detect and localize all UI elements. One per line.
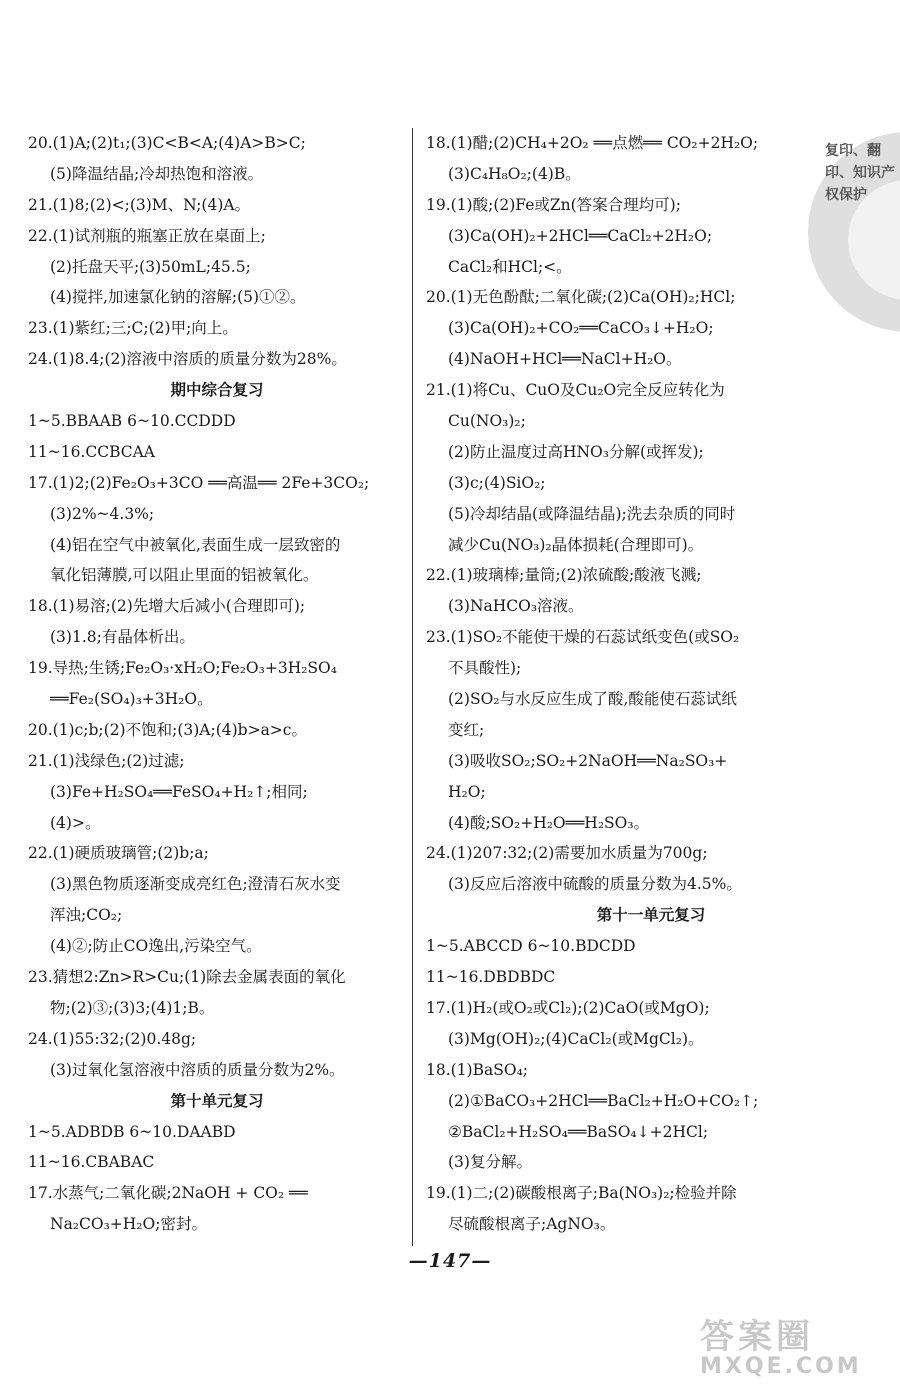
answer-line: (3)Ca(OH)₂+CO₂══CaCO₃↓+H₂O; [448, 319, 714, 338]
stamp-text: 复印、翻印、知识产权保护 [825, 143, 895, 203]
answer-line: 17.(1)H₂(或O₂或Cl₂);(2)CaO(或MgO); [426, 998, 710, 1017]
answer-line: 24.(1)207:32;(2)需要加水质量为700g; [426, 844, 708, 863]
answer-line: (3)NaHCO₃溶液。 [448, 597, 584, 616]
answer-line: (2)托盘天平;(3)50mL;45.5; [50, 257, 251, 276]
answer-line: 22.(1)试剂瓶的瓶塞正放在桌面上; [28, 226, 266, 245]
answer-line: 20.(1)c;b;(2)不饱和;(3)A;(4)b>a>c。 [28, 720, 307, 739]
answer-line: 19.(1)酸;(2)Fe或Zn(答案合理均可); [426, 195, 681, 214]
answer-line: 减少Cu(NO₃)₂晶体损耗(合理即可)。 [448, 535, 704, 554]
answer-line: H₂O; [448, 782, 486, 801]
answer-line: (4)②;防止CO逸出,污染空气。 [50, 937, 262, 956]
answer-line: 18.(1)易溶;(2)先增大后减小(合理即可); [28, 597, 306, 616]
answer-line: (2)①BaCO₃+2HCl══BaCl₂+H₂O+CO₂↑; [448, 1091, 759, 1110]
answer-line: 变红; [448, 720, 485, 739]
answer-line: Na₂CO₃+H₂O;密封。 [50, 1215, 207, 1234]
answer-line: 20.(1)A;(2)t₁;(3)C<B<A;(4)A>B>C; [28, 134, 306, 152]
answer-line: 23.(1)紫红;三;C;(2)甲;向上。 [28, 319, 238, 338]
right-answer-column [426, 128, 876, 1240]
column-divider [412, 128, 413, 1246]
answer-line: (2)SO₂与水反应生成了酸,酸能使石蕊试纸 [448, 690, 737, 709]
answer-line: (4)NaOH+HCl══NaCl+H₂O。 [448, 350, 682, 369]
answer-line: 23.猜想2:Zn>R>Cu;(1)除去金属表面的氧化 [28, 968, 346, 987]
answer-line: 22.(1)硬质玻璃管;(2)b;a; [28, 844, 209, 863]
answer-line: (5)降温结晶;冷却热饱和溶液。 [50, 164, 264, 183]
answer-line: 1~5.ABCCD 6~10.BDCDD [426, 937, 636, 956]
answer-line: (3)复分解。 [448, 1153, 532, 1172]
watermark-chinese: 答案圈 [700, 1317, 814, 1357]
answer-line: (3)C₄H₈O₂;(4)B。 [448, 164, 581, 183]
answer-line: 1~5.ADBDB 6~10.DAABD [28, 1122, 236, 1141]
section-heading: 第十单元复习 [170, 1090, 264, 1110]
answer-line: CaCl₂和HCl;<。 [448, 257, 572, 276]
answer-line: 氧化铝薄膜,可以阻止里面的铝被氧化。 [50, 566, 319, 585]
answer-line: (4)铝在空气中被氧化,表面生成一层致密的 [50, 535, 341, 554]
answer-line: 21.(1)8;(2)<;(3)M、N;(4)A。 [28, 195, 251, 214]
answer-line: 11~16.DBDBDC [426, 968, 556, 987]
answer-line: 1~5.BBAAB 6~10.CCDDD [28, 412, 236, 431]
answer-line: 不具酸性); [448, 659, 522, 678]
answer-line: 11~16.CCBCAA [28, 442, 156, 461]
answer-line: (3)Fe+H₂SO₄══FeSO₄+H₂↑;相同; [50, 782, 308, 801]
answer-line: 11~16.CBABAC [28, 1153, 155, 1172]
answer-line: 尽硫酸根离子;AgNO₃。 [448, 1215, 616, 1234]
answer-line: ══Fe₂(SO₄)₃+3H₂O。 [50, 690, 213, 709]
answer-line: 22.(1)玻璃棒;量筒;(2)浓硫酸;酸液飞溅; [426, 566, 702, 585]
answer-line: ②BaCl₂+H₂SO₄══BaSO₄↓+2HCl; [448, 1122, 709, 1141]
left-answer-column [28, 128, 406, 1240]
answer-line: (3)反应后溶液中硫酸的质量分数为4.5%。 [448, 875, 742, 894]
answer-line: (3)Ca(OH)₂+2HCl══CaCl₂+2H₂O; [448, 226, 713, 245]
page-number: —147— [408, 1250, 492, 1272]
answer-line: (3)吸收SO₂;SO₂+2NaOH══Na₂SO₃+ [448, 751, 728, 770]
watermark-logo [700, 1318, 895, 1378]
answer-line: 21.(1)将Cu、CuO及Cu₂O完全反应转化为 [426, 381, 725, 400]
answer-line: (3)Mg(OH)₂;(4)CaCl₂(或MgCl₂)。 [448, 1029, 704, 1048]
answer-line: (3)1.8;有晶体析出。 [50, 628, 195, 647]
answer-line: 17.(1)2;(2)Fe₂O₃+3CO ══高温══ 2Fe+3CO₂; [28, 473, 370, 492]
answer-line: 19.导热;生锈;Fe₂O₃·xH₂O;Fe₂O₃+3H₂SO₄ [28, 659, 337, 678]
answer-line: (4)>。 [50, 813, 101, 832]
answer-line: (3)过氧化氢溶液中溶质的质量分数为2%。 [50, 1060, 345, 1079]
watermark-url: MXQE.COM [700, 1354, 862, 1379]
answer-line: 23.(1)SO₂不能使干燥的石蕊试纸变色(或SO₂ [426, 628, 740, 647]
section-heading: 第十一单元复习 [596, 905, 706, 925]
answer-line: (3)c;(4)SiO₂; [448, 473, 546, 492]
answer-line: (3)黑色物质逐渐变成亮红色;澄清石灰水变 [50, 875, 341, 894]
answer-line: 18.(1)醋;(2)CH₄+2O₂ ══点燃══ CO₂+2H₂O; [426, 134, 759, 152]
answer-line: 24.(1)55:32;(2)0.48g; [28, 1029, 197, 1048]
answer-line: (4)酸;SO₂+H₂O══H₂SO₃。 [448, 813, 650, 832]
answer-line: 物;(2)③;(3)3;(4)1;B。 [50, 998, 215, 1017]
answer-line: 17.水蒸气;二氧化碳;2NaOH + CO₂ ══ [28, 1184, 308, 1203]
answer-line: (3)2%~4.3%; [50, 504, 155, 523]
answer-line: (4)搅拌,加速氯化钠的溶解;(5)①②。 [50, 288, 306, 307]
answer-line: 24.(1)8.4;(2)溶液中溶质的质量分数为28%。 [28, 350, 347, 369]
answer-line: (2)防止温度过高HNO₃分解(或挥发); [448, 442, 704, 461]
section-heading: 期中综合复习 [170, 380, 264, 400]
answer-line: 18.(1)BaSO₄; [426, 1060, 528, 1079]
answer-line: (5)冷却结晶(或降温结晶);洗去杂质的同时 [448, 504, 736, 523]
answer-line: 浑浊;CO₂; [50, 906, 123, 925]
answer-line: Cu(NO₃)₂; [448, 412, 526, 431]
answer-line: 21.(1)浅绿色;(2)过滤; [28, 751, 185, 770]
answer-line: 20.(1)无色酚酞;二氧化碳;(2)Ca(OH)₂;HCl; [426, 288, 736, 307]
answer-line: 19.(1)二;(2)碳酸根离子;Ba(NO₃)₂;检验并除 [426, 1184, 737, 1203]
